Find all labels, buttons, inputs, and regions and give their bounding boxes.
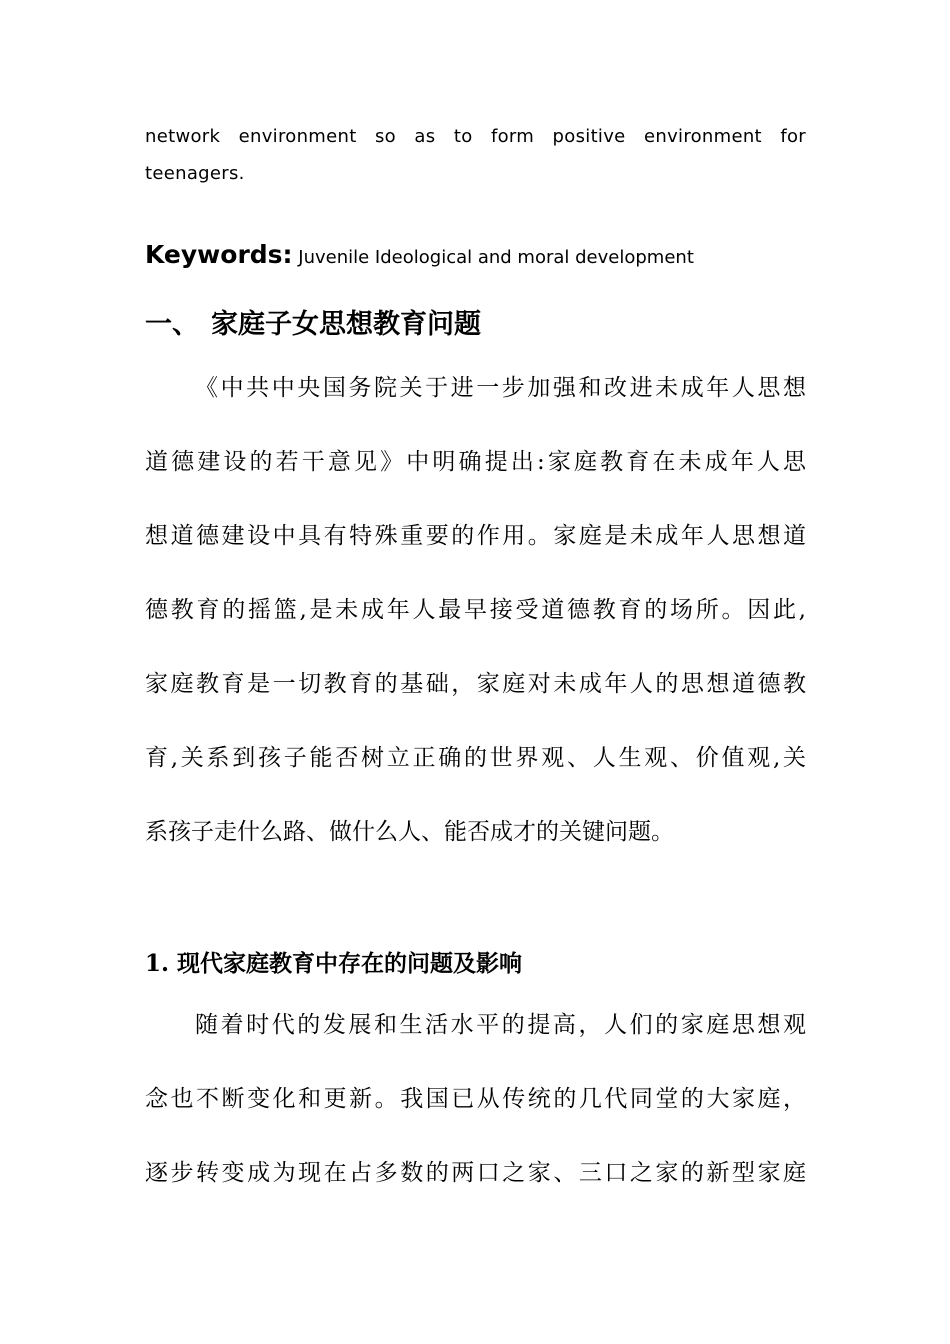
- section-1-number: 一、: [145, 309, 199, 340]
- abstract-tail-line-2: teenagers.: [145, 163, 245, 184]
- section-1-line-5: 家庭教育是一切教育的基础，家庭对未成年人的思想道德教: [145, 671, 806, 697]
- section-1-line-2: 道德建设的若干意见》中明确提出:家庭教育在未成年人思: [145, 449, 806, 475]
- subsection-1-line-1: 随着时代的发展和生活水平的提高，人们的家庭思想观: [195, 1012, 806, 1038]
- abstract-tail-paragraph: [145, 118, 806, 192]
- keywords-label: Keywords:: [145, 240, 293, 269]
- section-1-title: 家庭子女思想教育问题: [211, 309, 481, 340]
- section-1-line-6: 育,关系到孩子能否树立正确的世界观、人生观、价值观,关: [145, 745, 806, 771]
- keywords-text: Juvenile Ideological and moral development: [292, 247, 694, 268]
- abstract-tail-line-1: network environment so as to form positive environment for: [145, 126, 806, 147]
- subsection-1-paragraph: [145, 988, 806, 1210]
- keywords-line: [145, 240, 806, 269]
- section-1-line-1: 《中共中央国务院关于进一步加强和改进未成年人思想: [195, 375, 806, 401]
- subsection-1-line-2: 念也不断变化和更新。我国已从传统的几代同堂的大家庭，: [145, 1086, 806, 1112]
- section-1-heading: [145, 302, 481, 341]
- subsection-1-heading: 1. 现代家庭教育中存在的问题及影响: [145, 950, 523, 977]
- section-1-paragraph: [145, 351, 806, 869]
- section-1-line-7: 系孩子走什么路、做什么人、能否成才的关键问题。: [145, 819, 674, 845]
- section-1-line-3: 想道德建设中具有特殊重要的作用。家庭是未成年人思想道: [145, 523, 806, 549]
- section-1-line-4: 德教育的摇篮,是未成年人最早接受道德教育的场所。因此,: [145, 597, 806, 623]
- subsection-1-line-3: 逐步转变成为现在占多数的两口之家、三口之家的新型家庭: [145, 1160, 806, 1186]
